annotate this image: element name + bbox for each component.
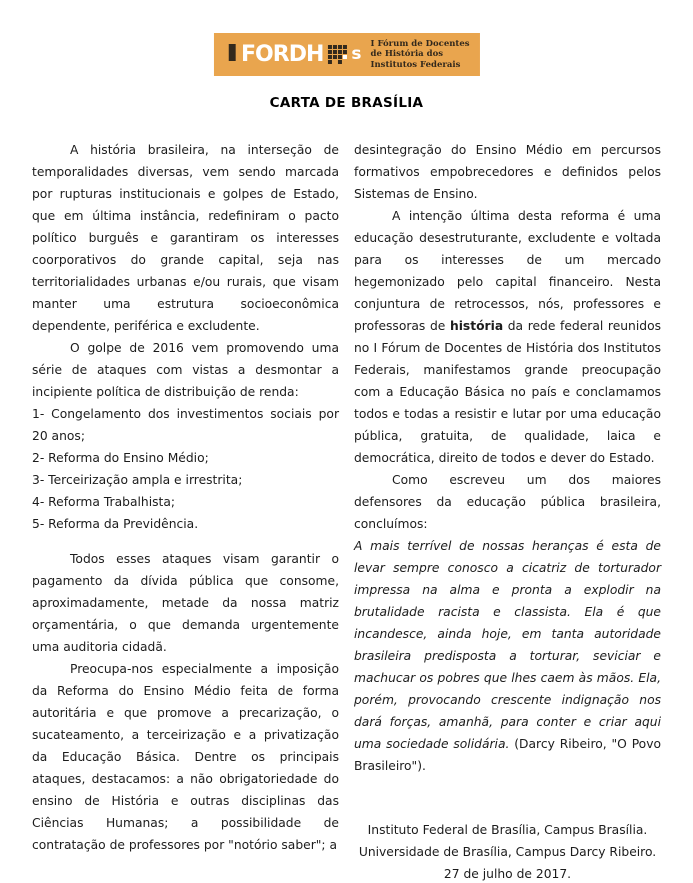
text-segment: (Darcy Ribeiro, "O Povo Brasileiro"). [354, 737, 661, 773]
paragraph [32, 658, 339, 856]
paragraph [32, 139, 339, 337]
logo-tagline-line: Institutos Federais [370, 59, 461, 70]
text-segment: A mais terrível de nossas heranças é esta de levar sempre conosco a cicatriz de torturador impressa na alma e pronta a explodir na brutalidade racista e classista. Ela é que incandesce, ainda hoje, em tanta autoridade brasileira predisposta a torturar, seviciar e machucar os pobres que lhes caem às mãos. Ela, porém, provocando crescente indignação nos dará forças, amanhã, para conter e criar aqui uma sociedade solidária. [354, 539, 661, 751]
paragraph [32, 491, 339, 513]
logo-tagline-line: de História dos [370, 49, 444, 60]
column-left [32, 139, 339, 883]
text-segment: da rede federal reunidos no I Fórum de Docentes de História dos Institutos Federais, manifestamos grande preocupação com a Educação Básica no país e conclamamos todos e todas a resistir e lutar por uma educação pública, gratuita, de qualidade, laica e democrática, direito de todos e dever do Estado. [354, 319, 661, 465]
text-segment: 1- Congelamento dos investimentos sociais por 20 anos; [32, 407, 339, 443]
paragraph [32, 447, 339, 469]
text-segment: Todos esses ataques visam garantir o pagamento da dívida pública que consome, aproximadamente, metade da nossa matriz orçamentária, o que demanda urgentemente uma auditoria cidadã. [32, 552, 339, 654]
text-segment: A intenção última desta reforma é uma educação desestruturante, excludente e voltada para os interesses de um mercado hegemonizado pelo capital financeiro. Nesta conjuntura de retrocessos, nós, professores e professoras de [354, 209, 661, 333]
closing-date-line [354, 863, 661, 883]
if-grid-icon [328, 45, 347, 64]
document-columns [32, 139, 661, 883]
logo-letter-i: I [224, 41, 239, 67]
text-segment: O golpe de 2016 vem promovendo uma série de ataques com vistas a desmontar a incipiente política de distribuição de renda: [32, 341, 339, 399]
closing-institution-line [354, 841, 661, 863]
text-segment: 27 de julho de 2017. [443, 867, 572, 881]
text-segment: 4- Reforma Trabalhista; [32, 495, 176, 509]
logo-tagline-line: I Fórum de Docentes [370, 38, 470, 49]
logo-wordmark [224, 41, 362, 67]
text-segment: história [449, 319, 504, 333]
text-segment: Como escreveu um dos maiores defensores da educação pública brasileira, concluímos: [354, 473, 661, 531]
fordhifs-logo-banner [213, 33, 479, 76]
paragraph [32, 403, 339, 447]
paragraph [354, 535, 661, 777]
text-segment: 2- Reforma do Ensino Médio; [32, 451, 209, 465]
text-segment: Instituto Federal de Brasília, Campus Brasília. [367, 823, 648, 837]
paragraph [354, 469, 661, 535]
text-segment: 3- Terceirização ampla e irrestrita; [32, 473, 243, 487]
text-segment: A história brasileira, na interseção de temporalidades diversas, vem sendo marcada por rupturas institucionais e golpes de Estado, que em última instância, redefiniram o pacto político burguês e garantiram os interesses coorporativos do grande capital, seja nas territorialidades urbanas e/ou rurais, que visam manter uma estrutura socioeconômica dependente, periférica e excludente. [32, 143, 339, 333]
paragraph [32, 513, 339, 535]
logo-letter-s: s [351, 44, 362, 64]
page-title: CARTA DE BRASÍLIA [269, 95, 424, 111]
text-segment: 5- Reforma da Previdência. [32, 517, 199, 531]
paragraph [32, 337, 339, 403]
logo-word-fordh: FORDH [241, 41, 324, 67]
paragraph [354, 139, 661, 205]
text-segment: Preocupa-nos especialmente a imposição da Reforma do Ensino Médio feita de forma autoritária e que promove a precarização, o sucateamento, a terceirização e a privatização da Educação Básica. Dentre os principais ataques, destacamos: a não obrigatoriedade do ensino de História e outras disciplinas das Ciências Humanas; a possibilidade de contratação de professores por "notório saber"; a [32, 662, 339, 852]
logo-tagline [371, 39, 470, 71]
closing-institution-line [354, 819, 661, 841]
paragraph [32, 548, 339, 658]
column-right [354, 139, 661, 883]
paragraph [32, 469, 339, 491]
text-segment: Universidade de Brasília, Campus Darcy Ribeiro. [358, 845, 657, 859]
text-segment: desintegração do Ensino Médio em percursos formativos empobrecedores e definidos pelos Sistemas de Ensino. [354, 143, 661, 201]
paragraph [354, 205, 661, 469]
